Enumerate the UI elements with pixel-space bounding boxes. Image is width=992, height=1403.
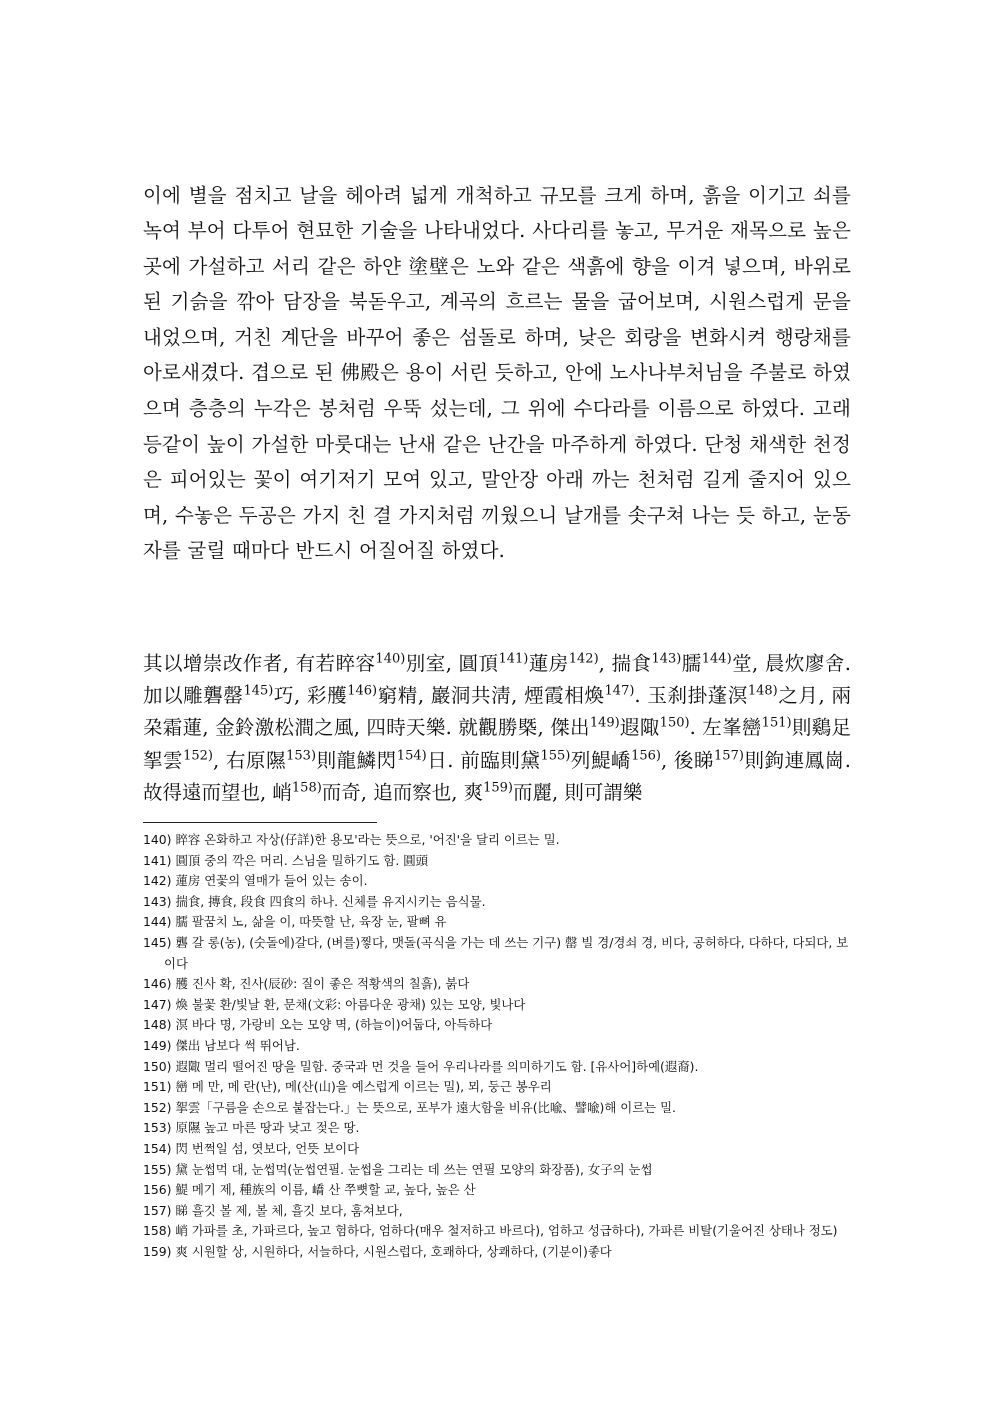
footnote-item <box>143 1015 855 1036</box>
footnote-text: 峭 가파를 초, 가파르다, 높고 험하다, 엄하다(매우 철저하고 바르다), 엄하고 성급하다), 가파른 비탈(기울어진 상태나 정도) <box>175 1223 838 1239</box>
footnote-reference-marker[interactable]: 150) <box>659 715 690 731</box>
hanmun-text-segment: 則鷄足挐雲 <box>143 716 851 772</box>
footnote-item <box>143 1098 855 1119</box>
footnote-reference-marker[interactable]: 140) <box>375 651 406 666</box>
korean-translation-paragraph: 이에 별을 점치고 날을 헤아려 넓게 개척하고 규모를 크게 하며, 흙을 이기고 쇠를 녹여 부어 다투어 현묘한 기술을 나타내었다. 사다리를 놓고, 무거운 재목으로 높은 곳에 가설하고 서리 같은 하얀 塗壁은 노와 같은 색흙에 향을 이겨 넣으며, 바위로 된 기슭을 깎아 담장을 북돋우고, 계곡의 흐르는 물을 굽어보며, 시원스럽게 문을 내었으며, 거친 계단을 바꾸어 좋은 섬돌로 하며, 낮은 회랑을 변화시켜 행랑채를 아로새겼다. 겹으로 된 佛殿은 용이 서린 듯하고, 안에 노사나부처님을 주불로 하였으며 층층의 누각은 봉처럼 우뚝 섰는데, 그 위에 수다라를 이름으로 하였다. 고래 등같이 높이 가설한 마룻대는 난새 같은 난간을 마주하게 하였다. 단청 채색한 천정은 피어있는 꽃이 여기저기 모여 있고, 말안장 아래 까는 천처럼 길게 줄지어 있으며, 수놓은 두공은 가지 친 결 가지처럼 끼웠으니 날개를 솟구쳐 나는 듯 하고, 눈동자를 굴릴 때마다 반드시 어질어질 하였다. <box>143 183 851 563</box>
footnote-item <box>143 1160 855 1181</box>
footnote-item <box>143 1057 855 1078</box>
footnote-number: 159) <box>143 1243 172 1259</box>
footnote-text: 圓頂 중의 깍은 머리. 스님을 밀하기도 함. 圓頭 <box>175 852 429 868</box>
hanmun-text-segment: 則龍鱗閃 <box>316 748 397 772</box>
footnote-reference-marker[interactable]: 158) <box>291 780 322 796</box>
footnote-text: 煥 불꽃 환/빛날 환, 문채(文彩: 아름다운 광채) 있는 모양, 빛나다 <box>175 996 526 1012</box>
footnote-reference-marker[interactable]: 144) <box>701 651 732 666</box>
hanmun-text-segment: 列鯷嶠 <box>570 748 632 772</box>
footnote-text: 原隰 높고 마른 땅과 낮고 젖은 땅. <box>175 1120 360 1136</box>
footnote-reference-marker[interactable]: 148) <box>747 683 778 699</box>
hanmun-text-segment: 日. 前臨則黛 <box>426 748 541 772</box>
footnote-reference-marker[interactable]: 159) <box>483 780 513 796</box>
hanmun-text-segment: 遐陬 <box>619 716 660 740</box>
footnote-text: 閃 번쩍일 섬, 엿보다, 언뜻 보이다 <box>175 1140 360 1156</box>
footnote-text: 遐陬 멀리 떨어진 땅을 밀함. 중국과 먼 것을 들어 우리나라를 의미하기도 함. [유사어]하예(遐裔). <box>175 1058 699 1074</box>
footnote-item <box>143 1036 855 1057</box>
footnote-number: 158) <box>143 1223 172 1239</box>
footnote-reference-marker[interactable]: 143) <box>651 651 682 666</box>
footnote-reference-marker[interactable]: 154) <box>396 748 427 764</box>
footnotes-list <box>143 830 855 1262</box>
footnote-text: 臑 팔꿈치 노, 삶을 이, 따뜻할 난, 육장 눈, 팔뼈 유 <box>175 914 447 930</box>
footnote-item <box>143 1221 855 1242</box>
footnote-text: 雘 진사 확, 진사(辰砂: 질이 좋은 적황색의 칠흙), 붉다 <box>175 976 470 992</box>
footnote-reference-marker[interactable]: 149) <box>589 715 620 731</box>
footnote-text: 睟容 온화하고 자상(仔詳)한 용모'라는 뜻으로, '어진'을 달리 이르는 밀. <box>175 832 560 847</box>
footnote-number: 140) <box>143 832 172 847</box>
footnote-reference-marker[interactable]: 145) <box>243 683 274 699</box>
footnote-item <box>143 995 855 1016</box>
footnote-item <box>143 933 855 974</box>
hanmun-text-segment: , 揣食 <box>598 651 652 675</box>
footnote-reference-marker[interactable]: 146) <box>347 683 378 699</box>
footnote-number: 147) <box>143 996 172 1012</box>
footnote-text: 睇 흘깃 볼 제, 볼 체, 흘깃 보다, 훔쳐보다, <box>175 1202 403 1218</box>
footnote-text: 爽 시원할 상, 시원하다, 서늘하다, 시원스럽다, 호쾌하다, 상쾌하다, (기분이)좋다 <box>175 1243 612 1259</box>
footnote-reference-marker[interactable]: 153) <box>286 748 317 764</box>
footnote-reference-marker[interactable]: 152) <box>183 748 213 764</box>
footnote-text: 鯷 메기 제, 種族의 이름, 嶠 산 쭈뼛할 교, 높다, 높은 산 <box>175 1182 476 1198</box>
footnote-item <box>143 1077 855 1098</box>
footnote-reference-marker[interactable]: 157) <box>714 748 744 764</box>
footnote-number: 151) <box>143 1079 172 1095</box>
hanmun-text-segment: 巧, 彩雘 <box>273 683 348 707</box>
footnote-number: 155) <box>143 1161 172 1177</box>
hanmun-text-segment: 臑 <box>681 651 702 675</box>
footnote-number: 156) <box>143 1182 172 1198</box>
hanmun-original-paragraph <box>143 648 851 810</box>
footnote-text: 挐雲「구름을 손으로 붙잡는다.」는 뜻으로, 포부가 遠大함을 비유(比喩、譬喩)해 이르는 밀. <box>175 1099 676 1115</box>
hanmun-text-segment: , 後睇 <box>660 748 715 772</box>
footnote-reference-marker[interactable]: 147) <box>604 683 635 699</box>
hanmun-text-segment: , 右原隰 <box>213 748 287 772</box>
footnote-text: 礱 갈 롱(농), (숫돌에)갈다, (벼를)찧다, 맷돌(곡식을 가는 데 쓰는 기구) 罄 빌 경/경쇠 경, 비다, 공허하다, 다하다, 다되다, 보이다 <box>164 934 849 971</box>
footnote-item <box>143 1201 855 1222</box>
footnote-reference-marker[interactable]: 151) <box>761 715 792 731</box>
footnote-reference-marker[interactable]: 141) <box>498 651 529 666</box>
footnote-item <box>143 1139 855 1160</box>
footnote-reference-marker[interactable]: 155) <box>540 748 571 764</box>
footnote-item <box>143 871 855 892</box>
footnote-item <box>143 912 855 933</box>
footnote-number: 142) <box>143 873 172 889</box>
footnote-text: 黛 눈썹먹 대, 눈썹먹(눈썹연필. 눈썹을 그리는 데 쓰는 연필 모양의 화장품), 女子의 눈썹 <box>175 1161 653 1177</box>
footnote-reference-marker[interactable]: 156) <box>631 748 661 764</box>
footnote-text: 蓮房 연꽃의 열매가 들어 있는 송이. <box>175 873 368 889</box>
footnote-item <box>143 1118 855 1139</box>
footnote-text: 巒 메 만, 메 란(난), 메(산(山)을 예스럽게 이르는 밀), 뫼, 둥근 봉우리 <box>175 1079 552 1095</box>
footnote-number: 148) <box>143 1017 172 1033</box>
hanmun-text-segment: 而麗, 則可謂樂 <box>512 781 643 805</box>
footnote-number: 145) <box>143 934 172 950</box>
footnote-reference-marker[interactable]: 142) <box>568 651 599 666</box>
hanmun-text-segment: 別室, 圓頂 <box>405 651 499 675</box>
hanmun-text-segment: 而奇, 追而察也, 爽 <box>321 781 484 805</box>
footnote-number: 157) <box>143 1202 172 1218</box>
footnote-item <box>143 1180 855 1201</box>
footnote-item <box>143 851 855 872</box>
hanmun-text-segment: 則鉤連鳳崗. 故得遠而望也, 峭 <box>143 748 851 805</box>
footnote-number: 152) <box>143 1099 172 1115</box>
footnote-item <box>143 1242 855 1263</box>
footnote-item <box>143 830 855 851</box>
footnote-number: 146) <box>143 976 172 992</box>
hanmun-text-segment: . 左峯巒 <box>689 716 762 740</box>
footnote-number: 144) <box>143 914 172 930</box>
footnote-number: 154) <box>143 1140 172 1156</box>
footnote-number: 149) <box>143 1037 172 1053</box>
hanmun-text-segment: 窮精, 巖洞共淸, 煙霞相煥 <box>377 683 605 707</box>
hanmun-text-segment: 蓮房 <box>528 651 569 675</box>
footnote-text: 揣食, 摶食, 段食 四食의 하나. 신체를 유지시키는 음식물. <box>175 893 486 909</box>
footnote-number: 150) <box>143 1058 172 1074</box>
hanmun-text-segment: . 玉刹掛蓬溟 <box>634 683 748 707</box>
footnote-item <box>143 974 855 995</box>
hanmun-text-segment: 之月, 兩朶霜蓮, 金鈴激松澗之風, 四時天樂. 就觀勝槩, 傑出 <box>143 683 851 740</box>
hanmun-text-segment: 堂, 晨炊廖舍. 加以雕礱罄 <box>143 651 851 707</box>
footnote-number: 143) <box>143 893 172 909</box>
footnote-text: 傑出 남보다 썩 뛰어남. <box>175 1037 300 1053</box>
hanmun-text-segment: 其以增崇改作者, 有若睟容 <box>143 651 376 675</box>
footnote-number: 141) <box>143 852 172 868</box>
footnote-text: 溟 바다 명, 가랑비 오는 모양 멱, (하늘이)어둡다, 아득하다 <box>175 1017 493 1033</box>
footnote-number: 153) <box>143 1120 172 1136</box>
footnote-divider <box>143 822 377 823</box>
footnote-item <box>143 892 855 913</box>
